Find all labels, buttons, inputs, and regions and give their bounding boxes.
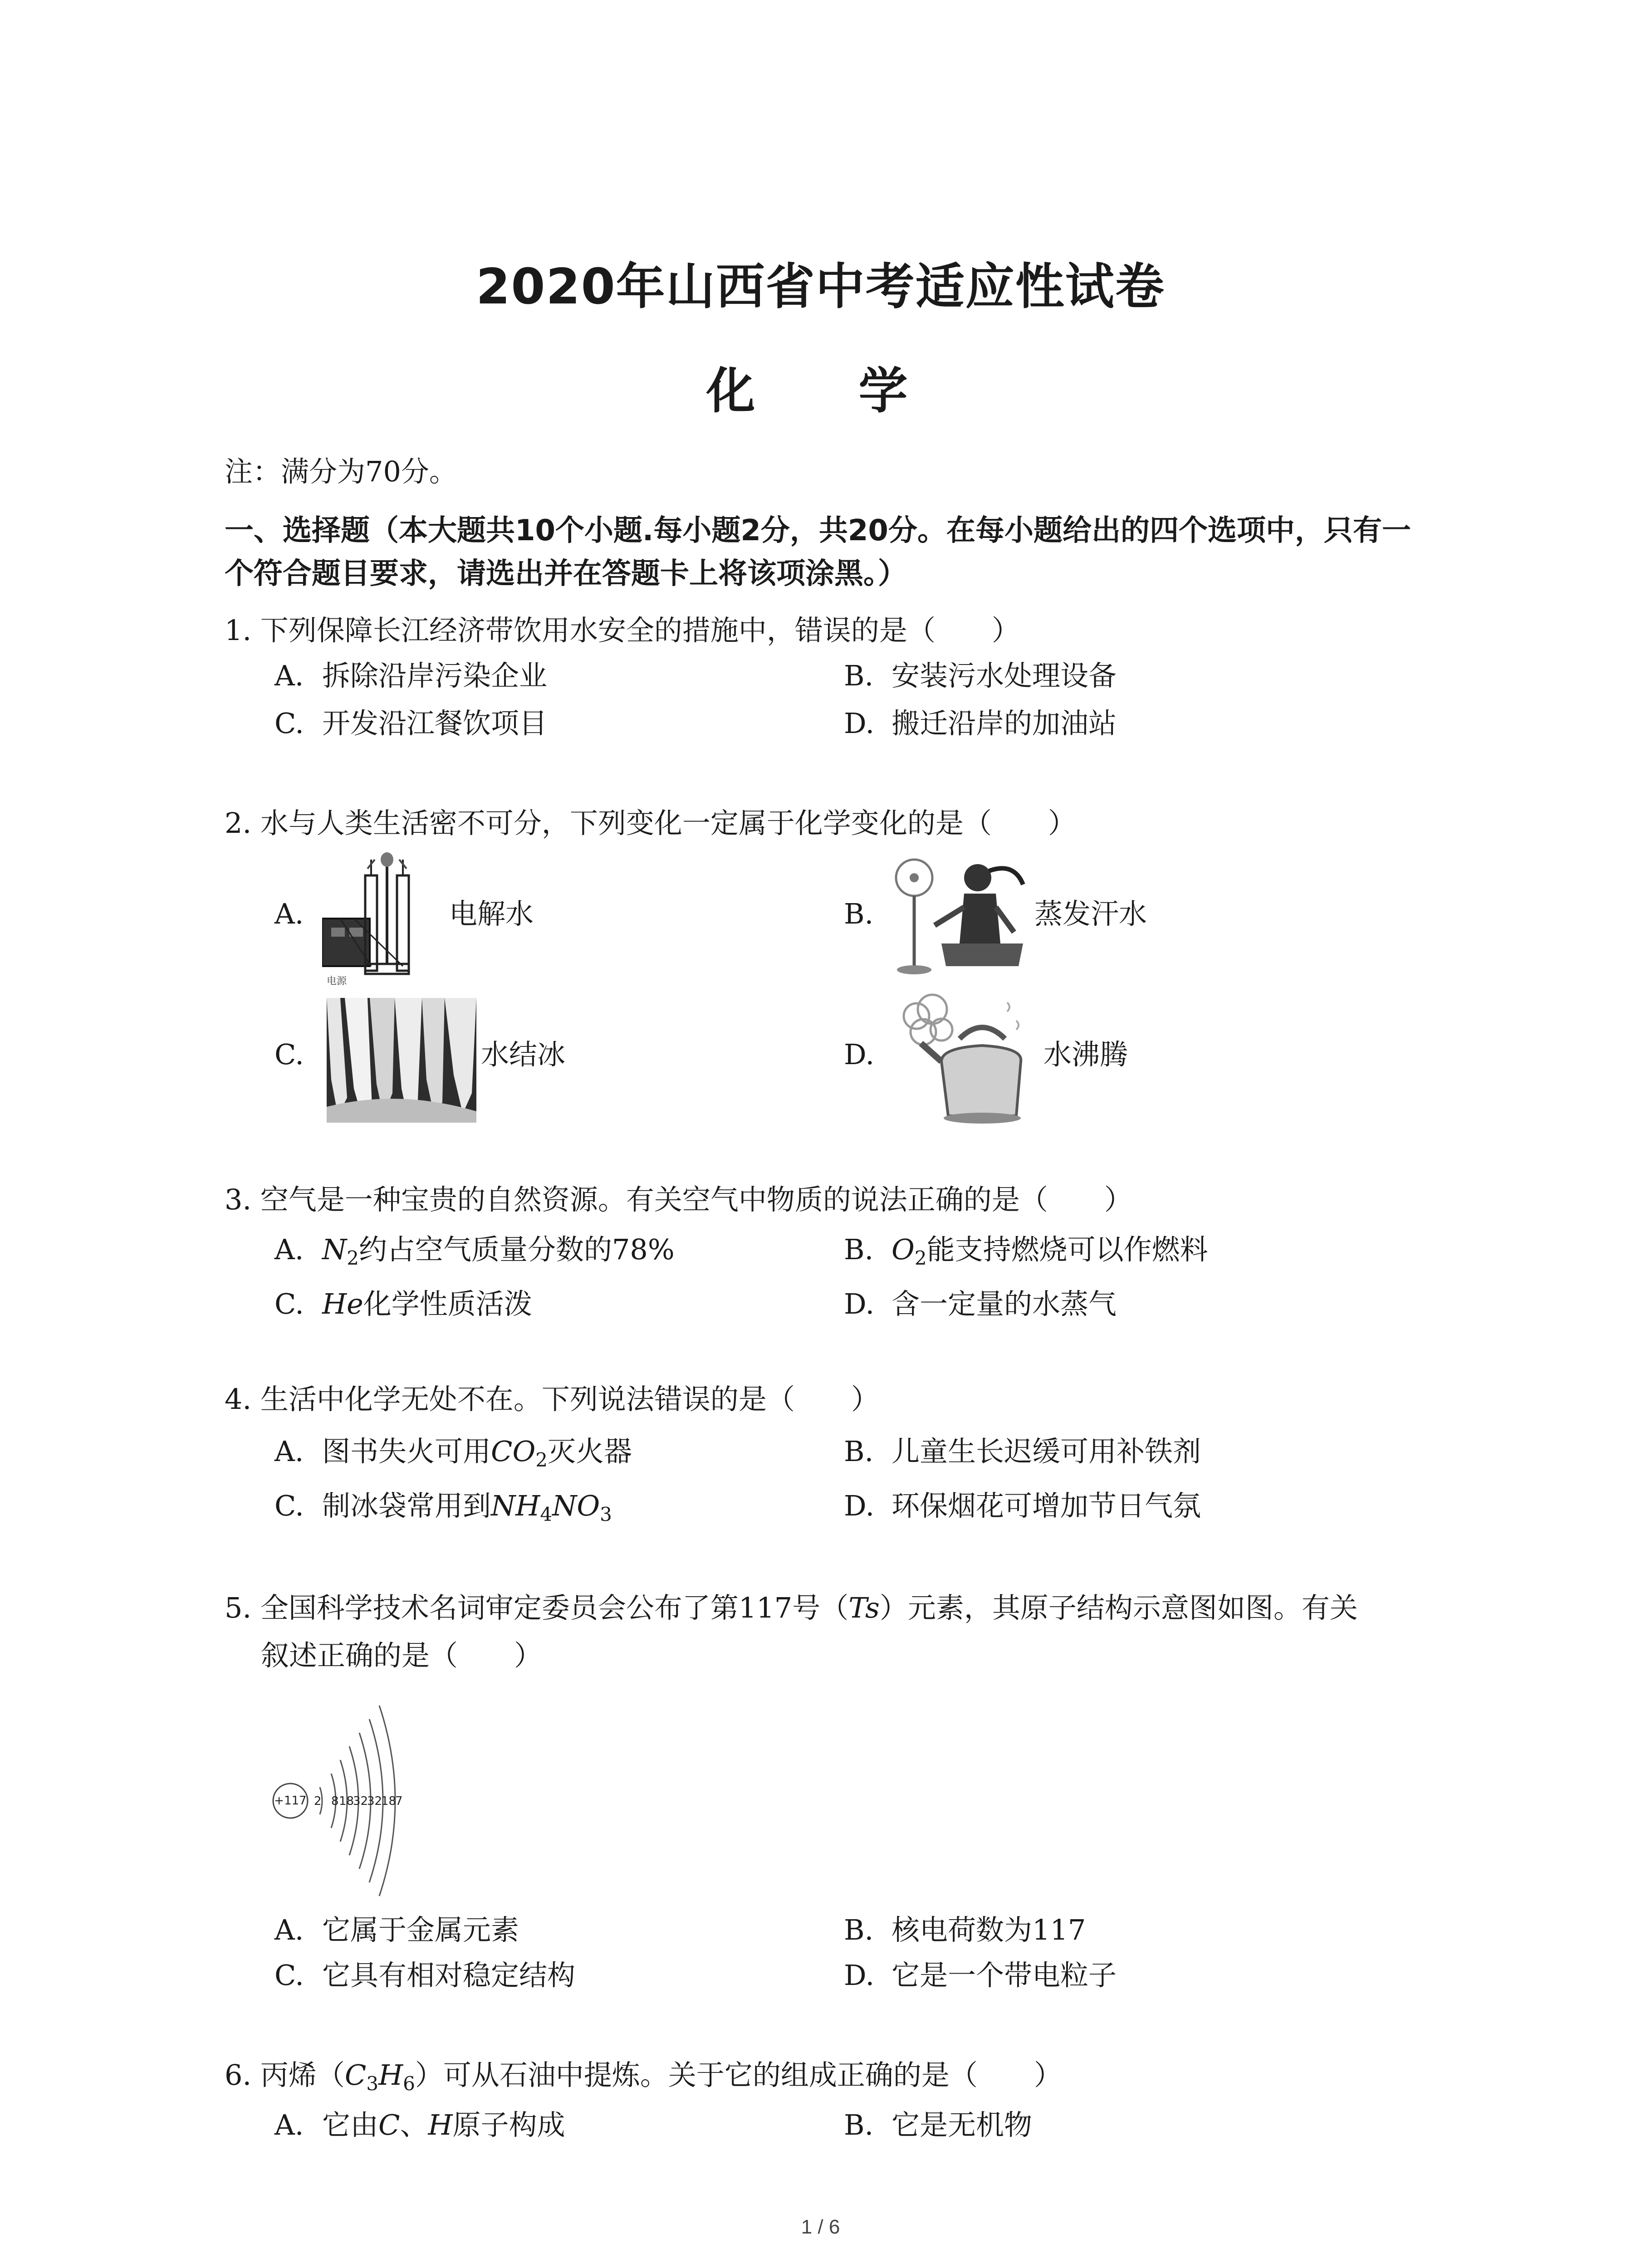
q5-stem-line1: 5. 全国科学技术名词审定委员会公布了第117号（Ts）元素，其原子结构示意图如图。有关 (225, 1591, 1358, 1624)
section-heading-line1: 一、选择题（本大题共10个小题.每小题2分，共20分。在每小题给出的四个选项中，只有一 (225, 514, 1411, 547)
sweating-woman-fan-image (892, 853, 1028, 980)
q5-option-d[interactable]: D. 它是一个带电粒子 (844, 1959, 1117, 1992)
q3-option-b[interactable]: B. $O_2$能支持燃烧可以作燃料 (844, 1233, 1208, 1269)
q5-stem-line2: 叙述正确的是（ ） (261, 1639, 543, 1672)
q6-option-a[interactable]: A. 它由C、H原子构成 (274, 2108, 565, 2141)
q2-option-b-key[interactable]: B. (844, 897, 874, 930)
q5-option-c[interactable]: C. 它具有相对稳定结构 (274, 1959, 576, 1992)
page-number: 1 / 6 (801, 2216, 840, 2238)
q2-option-a-key[interactable]: A. (274, 897, 304, 930)
boiling-kettle-image (896, 993, 1032, 1127)
q3-option-a[interactable]: A. $N_2$约占空气质量分数的78% (274, 1233, 675, 1269)
q2-stem: 2. 水与人类生活密不可分，下列变化一定属于化学变化的是（ ） (225, 807, 1076, 840)
q1-option-c[interactable]: C. 开发沿江餐饮项目 (274, 707, 548, 740)
q3-stem: 3. 空气是一种宝贵的自然资源。有关空气中物质的说法正确的是（ ） (225, 1183, 1132, 1216)
shell-7-electrons: 7 (395, 1794, 403, 1808)
nucleus-charge: +117 (274, 1794, 307, 1808)
atom-structure-diagram (263, 1699, 454, 1903)
shell-4-electrons: 32 (353, 1794, 368, 1808)
q3-option-c[interactable]: C. He化学性质活泼 (274, 1287, 532, 1320)
q2-option-c-label: 水结冰 (481, 1038, 566, 1071)
q3-option-d[interactable]: D. 含一定量的水蒸气 (844, 1287, 1117, 1320)
subject-title: 化 学 (706, 363, 935, 420)
shell-5-electrons: 32 (367, 1794, 382, 1808)
q6-stem: 6. 丙烯$(C_3H_6)$可从石油中提炼。关于它的组成正确的是（ ） (225, 2058, 1062, 2095)
score-note: 注：满分为70分。 (225, 455, 457, 488)
q1-option-d[interactable]: D. 搬迁沿岸的加油站 (844, 707, 1117, 740)
shell-1-electrons: 2 (314, 1794, 322, 1808)
q4-stem: 4. 生活中化学无处不在。下列说法错误的是（ ） (225, 1383, 879, 1416)
q1-option-b[interactable]: B. 安装污水处理设备 (844, 659, 1117, 692)
q5-option-b[interactable]: B. 核电荷数为117 (844, 1913, 1086, 1946)
q5-option-a[interactable]: A. 它属于金属元素 (274, 1913, 519, 1946)
page-title: 2020年山西省中考适应性试卷 (476, 259, 1165, 315)
shell-3-electrons: 18 (339, 1794, 354, 1808)
q6-option-b[interactable]: B. 它是无机物 (844, 2108, 1033, 2141)
frozen-ice-image (327, 998, 476, 1123)
q2-option-b-label: 蒸发汗水 (1034, 897, 1147, 930)
shell-2-electrons: 8 (331, 1794, 339, 1808)
q4-option-a[interactable]: A. 图书失火可用$CO_2$灭火器 (274, 1435, 632, 1471)
q4-option-c[interactable]: C. 制冰袋常用到$NH_4NO_3$ (274, 1489, 612, 1525)
q4-option-b[interactable]: B. 儿童生长迟缓可用补铁剂 (844, 1435, 1201, 1468)
q2-option-d-label: 水沸腾 (1043, 1038, 1128, 1071)
power-label: 电源 (327, 976, 347, 987)
q1-option-a[interactable]: A. 拆除沿岸污染企业 (274, 659, 548, 692)
section-heading-line2: 个符合题目要求，请选出并在答题卡上将该项涂黑。） (225, 557, 907, 591)
shell-6-electrons: 18 (381, 1794, 397, 1808)
q2-option-a-label: 电解水 (449, 897, 534, 930)
q4-option-d[interactable]: D. 环保烟花可增加节日气氛 (844, 1489, 1201, 1522)
electrolysis-apparatus-image (322, 850, 445, 991)
q1-stem: 1. 下列保障长江经济带饮用水安全的措施中，错误的是（ ） (225, 614, 1020, 647)
q2-option-c-key[interactable]: C. (274, 1038, 304, 1071)
q2-option-d-key[interactable]: D. (844, 1038, 875, 1071)
